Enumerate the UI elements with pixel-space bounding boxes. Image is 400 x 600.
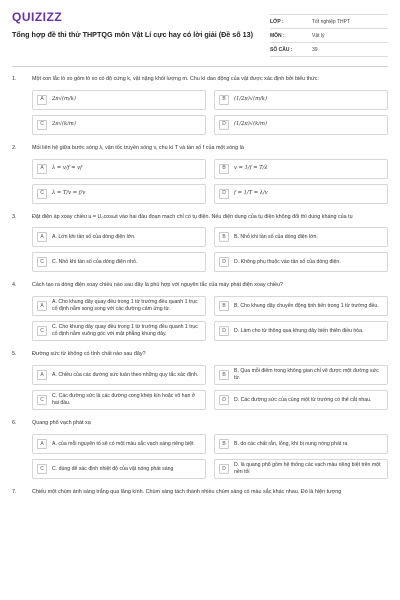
meta-row-subject [270,29,388,43]
answer-option-c[interactable] [32,115,206,135]
option-text: A. của mỗi nguyên tố sẽ có một màu sắc vạch sáng riêng biệt [52,440,194,447]
question-header [12,282,388,290]
option-letter: B [219,301,229,311]
answer-option-a[interactable] [32,227,206,247]
option-letter: A [37,439,47,449]
option-letter: C [37,120,47,130]
option-text: 2π√(k/m) [52,121,76,128]
option-letter: C [37,257,47,267]
option-letter: A [37,232,47,242]
answer-option-a[interactable] [32,296,206,316]
question-header [12,420,388,428]
answer-options [32,159,388,204]
answer-options [32,227,388,272]
option-text: C. Cho khung dây quay đều trong 1 từ trường đều quanh 1 trục cố định nằm vuông góc với mặt phẳng khung dây. [52,324,198,338]
meta-value: Tốt nghiệp THPT [312,18,350,25]
answer-options [32,296,388,341]
meta-label: MÔN : [270,32,285,39]
answer-option-c[interactable] [32,321,206,341]
answer-option-c[interactable] [32,184,206,204]
question-text: Mối liên hệ giữa bước sóng λ, vận tốc truyền sóng v, chu kì T và tần số f của một sóng là [32,144,244,151]
option-letter: A [37,95,47,105]
option-text: A. Lớn khi tần số của dòng điện lớn. [52,233,136,240]
option-text: D. Không phụ thuộc vào tần số của dòng điện. [234,258,341,265]
option-letter: C [37,189,47,199]
document-title: Tổng hợp đề thi thử THPTQG môn Vật Lí cực hay có lời giải (Đề số 13) [12,30,254,39]
option-letter: D [219,464,229,474]
meta-row-count [270,43,388,57]
option-text: D. là quang phổ gồm hệ thống các vạch màu riêng biệt trên một nền tối [234,462,381,476]
question-text: Quang phổ vạch phát xạ [32,420,91,427]
option-letter: D [219,395,229,405]
header-divider [12,66,388,67]
question-header [12,351,388,359]
option-letter: A [37,164,47,174]
question-number: 2. [12,144,17,151]
answer-option-b[interactable] [214,365,388,385]
answer-option-b[interactable] [214,296,388,316]
option-letter: B [219,439,229,449]
option-letter: C [37,395,47,405]
option-text: v = 1/f = T/λ [234,165,268,172]
answer-options [32,90,388,135]
question-number: 1. [12,76,17,82]
question-text: Cách tạo ra dòng điện xoay chiều nào sau đây là phù hợp với nguyên tắc của máy phát điện xoay chiều? [32,282,284,289]
meta-label: SỐ CÂU : [270,46,293,53]
answer-option-b[interactable] [214,90,388,110]
answer-option-c[interactable] [32,252,206,272]
question-7 [12,489,388,497]
question-1 [12,76,388,135]
answer-option-a[interactable] [32,90,206,110]
question-text: Đặt điện áp xoay chiều u = U₀cosωt vào hai đầu đoạn mạch chỉ có tụ điện. Nếu điện dung của tụ điện không đổi thì dung kháng của tụ [32,213,353,220]
quizizz-logo: QUIZIZZ [12,10,63,24]
option-letter: A [37,370,47,380]
option-letter: D [219,120,229,130]
answer-option-a[interactable] [32,159,206,179]
answer-option-c[interactable] [32,390,206,410]
option-letter: B [219,95,229,105]
option-letter: D [219,189,229,199]
meta-value: Vật lý [312,32,325,39]
answer-option-b[interactable] [214,434,388,454]
question-2 [12,145,388,204]
option-letter: B [219,370,229,380]
option-text: B. do các chất rắn, lỏng, khí bị nung nóng phát ra [234,440,348,447]
option-text: C. Các đường sức là các đường cong khép kín hoặc vô hạn ở hai đầu. [52,393,196,407]
question-header [12,76,388,84]
option-letter: C [37,464,47,474]
option-text: A. Cho khung dây quay đều trong 1 từ trường đều quanh 1 trục cố định nằm song song với các đường cảm ứng từ. [52,299,198,313]
option-text: λ = T/v = f/v [52,190,86,197]
option-letter: D [219,257,229,267]
option-letter: B [219,164,229,174]
answer-options [32,434,388,479]
document-meta [270,14,388,57]
question-number: 5. [12,351,17,358]
option-letter: C [37,326,47,336]
answer-option-d[interactable] [214,321,388,341]
question-text: Chiếu một chùm ánh sáng trắng qua lăng kính. Chùm sáng tách thành nhiều chùm sáng có màu sắc khác nhau. Đó là hiện tượng [32,489,342,496]
answer-options [32,365,388,410]
option-text: B. Qua mỗi điểm trong không gian chỉ vẽ được một đường sức từ. [234,368,379,382]
answer-option-d[interactable] [214,252,388,272]
option-text: f = 1/T = λ/v [234,190,268,197]
option-text: 2π√(m/k) [52,96,76,103]
option-letter: B [219,232,229,242]
document-header [12,10,388,60]
option-text: C. dùng để xác định nhiệt độ của vật nóng phát sáng [52,465,174,472]
answer-option-d[interactable] [214,115,388,135]
answer-option-d[interactable] [214,390,388,410]
question-3 [12,214,388,273]
option-letter: A [37,301,47,311]
question-text: Đường sức từ không có tính chất nào sau đây? [32,351,146,358]
answer-option-a[interactable] [32,434,206,454]
option-text: (1/2π)√(m/k) [234,96,267,103]
question-header [12,145,388,153]
option-text: D. Làm cho từ thông qua khung dây biến thiên điều hòa. [234,327,364,334]
question-header [12,214,388,222]
option-letter: D [219,326,229,336]
question-text: Một con lắc lò xo gồm lò xo có độ cứng k, vật nặng khối lượng m. Chu kì dao động của vật được xác định bởi biểu thức: [32,76,319,82]
meta-row-class [270,14,388,29]
option-text: A. Chiều của các đường sức tuân theo những quy tắc xác định. [52,371,199,378]
answer-option-b[interactable] [214,227,388,247]
option-text: (1/2π)√(k/m) [234,121,267,128]
question-6 [12,420,388,479]
option-text: C. Nhỏ khi tần số của dòng điện nhỏ. [52,258,138,265]
meta-value: 39 [312,46,318,53]
question-header [12,489,388,497]
answer-option-a[interactable] [32,365,206,385]
option-text: B. Cho khung dây chuyển động tịnh tiến trong 1 từ trường đều. [234,302,379,309]
answer-option-d[interactable] [214,459,388,479]
question-number: 6. [12,420,17,427]
question-number: 7. [12,489,17,496]
question-5 [12,351,388,410]
answer-option-b[interactable] [214,159,388,179]
option-text: λ = v/f = vf [52,165,83,172]
option-text: D. Các đường sức của cùng một từ trường có thể cắt nhau. [234,396,372,403]
question-list [12,76,388,507]
question-number: 4. [12,282,17,289]
question-number: 3. [12,213,17,220]
meta-label: LỚP : [270,18,284,25]
question-4 [12,282,388,341]
answer-option-c[interactable] [32,459,206,479]
answer-option-d[interactable] [214,184,388,204]
option-text: B. Nhỏ khi tần số của dòng điện lớn. [234,233,318,240]
